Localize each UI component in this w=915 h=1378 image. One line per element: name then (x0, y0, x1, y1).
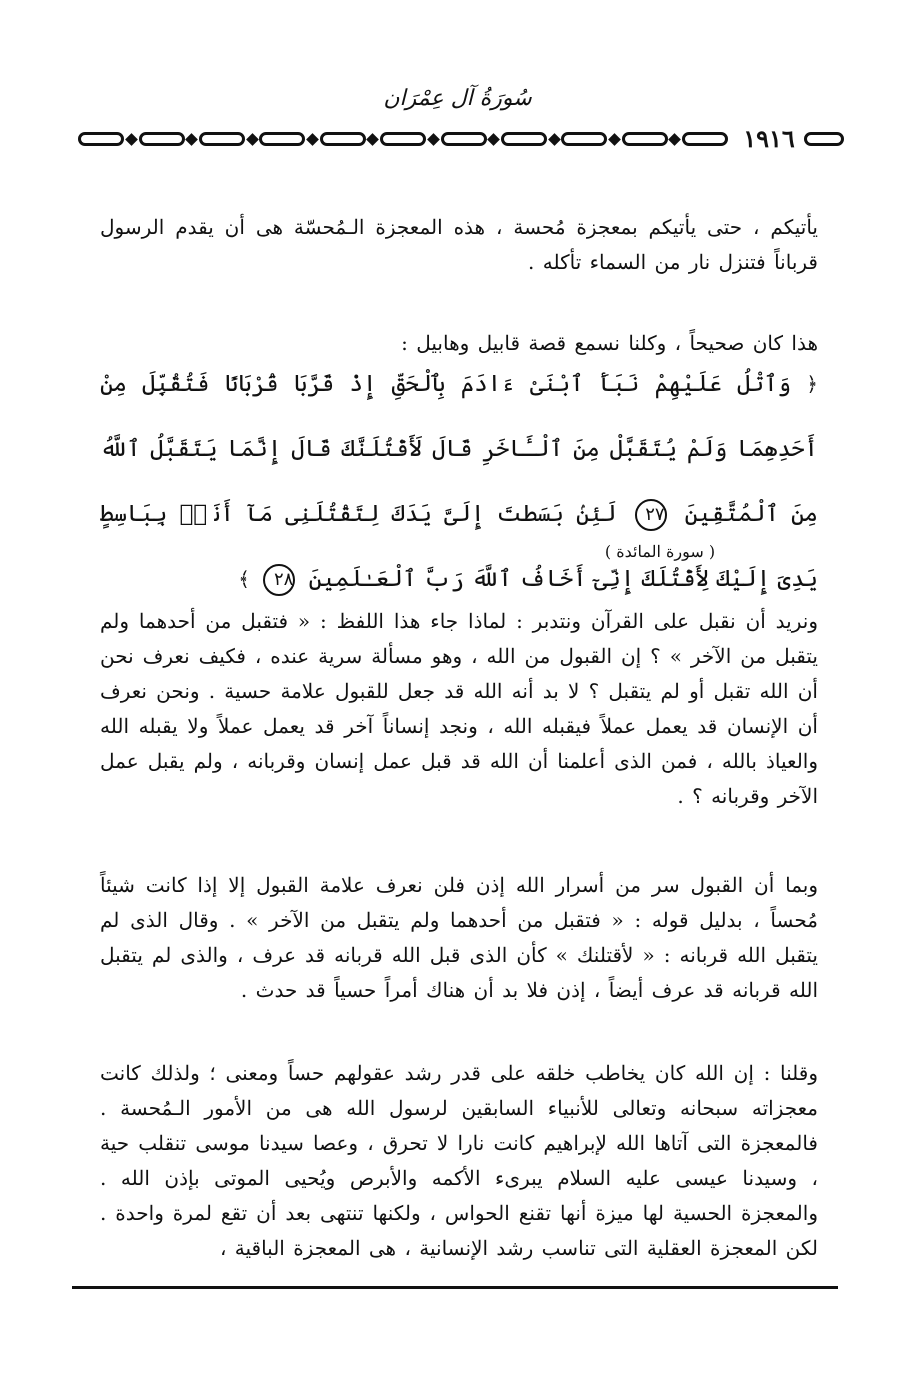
chain-diamond (427, 133, 440, 146)
chain-diamond (487, 133, 500, 146)
chain-end-link (804, 132, 844, 146)
chain-diamond (367, 133, 380, 146)
chain-link (380, 132, 426, 146)
paragraph-2: هذا كان صحيحاً ، وكلنا نسمع قصة قابيل وهابيل : (401, 331, 818, 355)
chain-link (139, 132, 185, 146)
verse-text-part-1: وَٱتْلُ عَلَيْهِمْ نَبَأَ ٱبْنَىْ ءَادَمَ بِٱلْحَقِّ إِذْ قَرَّبَا قُرْبَانًا فَتُقُبِّلَ مِنْ أَحَدِهِمَا وَلَمْ يُتَقَبَّلْ مِنَ ٱلْـَٔاخَرِ قَالَ لَأَقْتُلَنَّكَ قَالَ إِنَّمَا يَتَقَبَّلُ ٱللَّهُ مِنَ ٱلْمُتَّقِينَ (100, 371, 819, 527)
chain-diamond (548, 133, 561, 146)
chain-diamond (608, 133, 621, 146)
chain-link (441, 132, 487, 146)
verse-source: ( سورة المائدة ) (604, 542, 716, 561)
ayah-number-28: ٢٨ (263, 564, 295, 596)
chain-diamond (246, 133, 259, 146)
chain-link (622, 132, 668, 146)
chain-link (682, 132, 728, 146)
paragraph-3: ونريد أن نقبل على القرآن ونتدبر : لماذا جاء هذا اللفظ : « فتقبل من أحدهما ولم يتقبل من الآخر » ؟ إن القبول من الله ، وهو مسألة سرية عنده ، فكيف نعرف نحن أن الله تقبل أو لم يتقبل ؟ لا بد أنه الله قد جعل للقبول علامة حسية . ونحن نعرف أن الإنسان قد يعمل عملاً فيقبله الله ، ونجد إنساناً آخر قد يعمل عملاً ولا يقبله الله والعياذ بالله ، فمن الذى أعلمنا أن الله قد قبل عمل إنسان وقربانه ، ولم يقبل عمل الآخر وقربانه ؟ . (100, 609, 818, 808)
ayah-number-27: ٢٧ (635, 499, 667, 531)
chain-diamond (668, 133, 681, 146)
verse-text-part-2: لَئِنۢ بَسَطتَ إِلَىَّ يَدَكَ لِتَقْتُلَنِى مَآ أَنَا۠ بِبَاسِطٍ يَدِىَ إِلَيْكَ لِأَقْتُلَكَ إِنِّىٓ أَخَافُ ٱللَّهَ رَبَّ ٱلْعَـٰلَمِينَ (100, 501, 818, 592)
surah-title: سُورَةُ آل عِمْرَان (383, 86, 532, 111)
paragraph-1: يأتيكم ، حتى يأتيكم بمعجزة مُحسة ، هذه المعجزة الـمُحسّة هى أن يقدم الرسول قرباناً فتنزل نار من السماء تأكله . (100, 215, 818, 274)
chain-link (561, 132, 607, 146)
paragraph-4: وبما أن القبول سر من أسرار الله إذن فلن نعرف علامة القبول إلا إذا كانت شيئاً مُحساً ، بدليل قوله : « فتقبل من أحدهما ولم يتقبل من الآخر » . وقال الذى لم يتقبل الله قربانه : « لأقتلنك » كأن الذى قبل الله قربانه قد عرف ، والذى لم يتقبل الله قربانه قد عرف أيضاً ، إذن فلا بد أن هناك أمراً حسياً قد حدث . (100, 873, 818, 1002)
chain-link (501, 132, 547, 146)
chain-link (199, 132, 245, 146)
chain-diamond (306, 133, 319, 146)
chain-diamond (185, 133, 198, 146)
chain-link (259, 132, 305, 146)
verse-ornament-open: ﴿ (806, 372, 818, 396)
chain-link (78, 132, 124, 146)
chain-link (320, 132, 366, 146)
chain-diamond (125, 133, 138, 146)
verse-ornament-close: ﴾ (238, 567, 250, 591)
bottom-rule (72, 1286, 838, 1289)
header-ornament-chain (78, 126, 728, 152)
paragraph-5: وقلنا : إن الله كان يخاطب خلقه على قدر رشد عقولهم حساً ومعنى ؛ ولذلك كانت معجزاته سبحانه وتعالى للأنبياء السابقين لرسول الله هى من الأمور الـمُحسة . فالمعجزة التى آتاها الله لإبراهيم كانت نارا لا تحرق ، وعصا سيدنا موسى تنقلب حية ، وسيدنا عيسى عليه السلام يبرىء الأكمه والأبرص ويُحيى الموتى بإذن الله . والمعجزة الحسية لها ميزة أنها تقنع الحواس ، ولكنها تنتهى بعد أن تقع لمرة واحدة . لكن المعجزة العقلية التى تناسب رشد الإنسانية ، هى المعجزة الباقية ، (100, 1061, 818, 1260)
quran-verse (100, 352, 818, 612)
page-number: ١٩١٦ (743, 124, 795, 153)
